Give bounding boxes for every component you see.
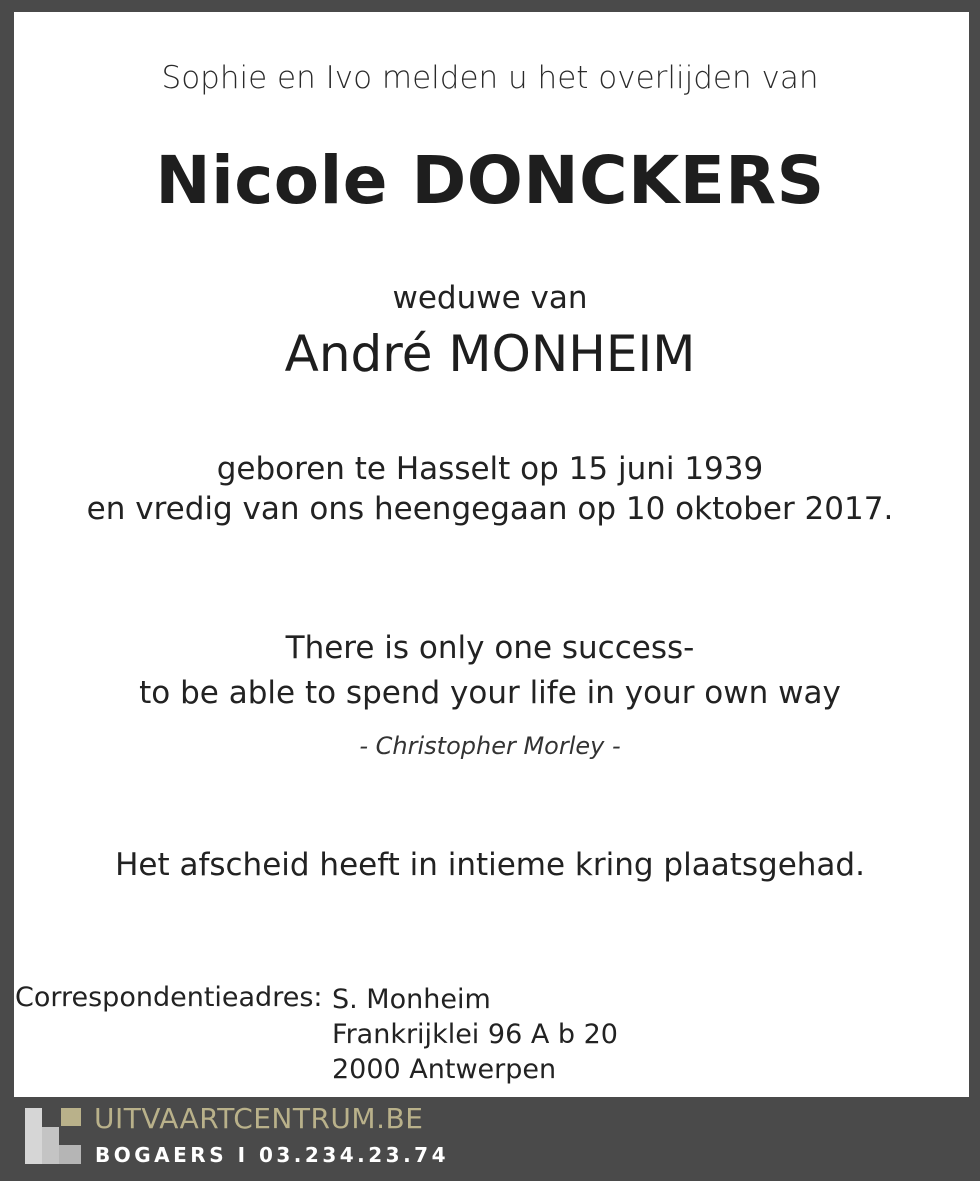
correspondence-label: Correspondentieadres: bbox=[15, 982, 323, 1013]
address-line: Frankrijklei 96 A b 20 bbox=[332, 1019, 618, 1050]
spouse-name: André MONHEIM bbox=[284, 325, 696, 383]
intro-text: Sophie en Ivo melden u het overlijden van bbox=[161, 60, 819, 96]
brand-contact: BOGAERS I 03.234.23.74 bbox=[95, 1143, 450, 1167]
address-line: S. Monheim bbox=[332, 984, 491, 1015]
quote-line-1: There is only one success- bbox=[285, 630, 695, 666]
farewell-text: Het afscheid heeft in intieme kring plaatsgehad. bbox=[115, 847, 865, 883]
birth-line: geboren te Hasselt op 15 juni 1939 bbox=[216, 451, 764, 487]
quote-line-2: to be able to spend your life in your own way bbox=[139, 675, 841, 711]
quote-author: - Christopher Morley - bbox=[359, 732, 621, 760]
brand-name: UITVAARTCENTRUM.BE bbox=[94, 1102, 424, 1135]
footer-bar bbox=[0, 1097, 980, 1181]
stair-blocks-logo-icon bbox=[25, 1108, 81, 1164]
correspondence-address bbox=[332, 982, 618, 1087]
address-line: 2000 Antwerpen bbox=[332, 1054, 557, 1085]
widow-label: weduwe van bbox=[392, 280, 588, 316]
deceased-name: Nicole DONCKERS bbox=[155, 142, 825, 219]
death-line: en vredig van ons heengegaan op 10 oktober 2017. bbox=[86, 491, 894, 527]
